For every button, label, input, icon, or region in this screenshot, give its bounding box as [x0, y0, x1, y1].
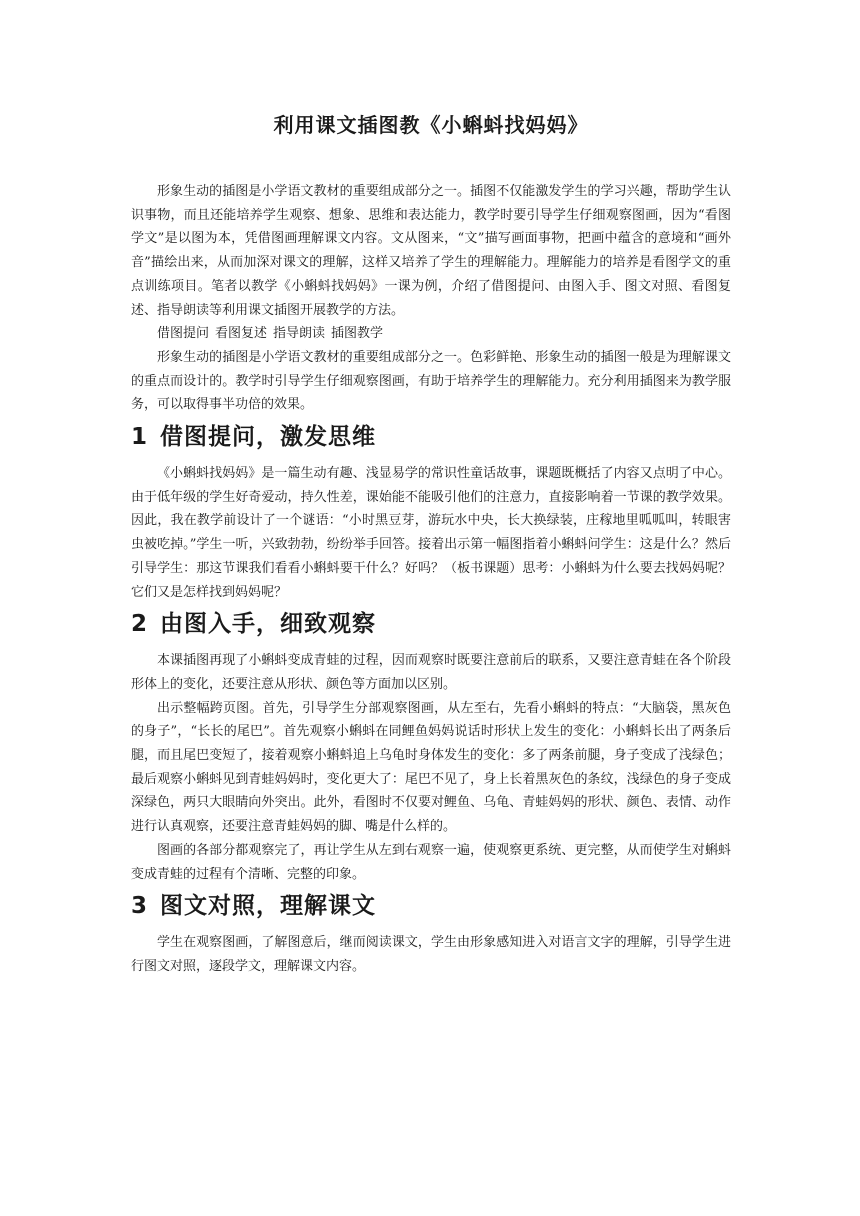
section-number: 2	[131, 611, 149, 638]
body-paragraph: 学生在观察图画，了解图意后，继而阅读课文，学生由形象感知进入对语言文字的理解，引导学生进行图文对照，逐段学文，理解课文内容。	[131, 935, 731, 974]
section-title: 图文对照，理解课文	[160, 893, 377, 920]
section-title: 借图提问，激发思维	[160, 424, 377, 451]
section-title: 由图入手，细致观察	[160, 611, 377, 638]
keyword: 看图复述	[215, 326, 268, 342]
document-body	[131, 110, 731, 979]
body-paragraph: 图画的各部分都观察完了，再让学生从左到右观察一遍，使观察更系统、更完整，从而使学生对蝌蚪变成青蛙的过程有个清晰、完整的印象。	[131, 842, 731, 882]
section-heading-2	[131, 608, 731, 640]
keyword: 借图提问	[157, 326, 210, 342]
keyword: 指导朗读	[273, 326, 326, 342]
section-number: 1	[131, 424, 149, 451]
section-heading-1	[131, 421, 731, 453]
section-heading-3	[131, 890, 731, 922]
abstract-paragraph: 形象生动的插图是小学语文教材的重要组成部分之一。插图不仅能激发学生的学习兴趣，帮助学生认识事物，而且还能培养学生观察、想象、思维和表达能力，教学时要引导学生仔细观察图画，因为“看图学文”是以图为本，凭借图画理解课文内容。文从图来，“文”描写画面事物，把画中蕴含的意境和“画外音”描绘出来，从而加深对课文的理解，这样又培养了学生的理解能力。理解能力的培养是看图学文的重点训练项目。笔者以教学《小蝌蚪找妈妈》一课为例，介绍了借图提问、由图入手、图文对照、看图复述、指导朗读等利用课文插图开展教学的方法。	[131, 184, 731, 318]
body-paragraph: 出示整幅跨页图。首先，引导学生分部观察图画，从左至右，先看小蝌蚪的特点：“大脑袋，黑灰色的身子”，“长长的尾巴”。首先观察小蝌蚪在同鲤鱼妈妈说话时形状上发生的变化：小蝌蚪长出了两条后腿，而且尾巴变短了，接着观察小蝌蚪追上乌龟时身体发生的变化：多了两条前腿，身子变成了浅绿色；最后观察小蝌蚪见到青蛙妈妈时，变化更大了：尾巴不见了，身上长着黑灰色的条纹，浅绿色的身子变成深绿色，两只大眼睛向外突出。此外，看图时不仅要对鲤鱼、乌龟、青蛙妈妈的形状、颜色、表情、动作进行认真观察，还要注意青蛙妈妈的脚、嘴是什么样的。	[131, 700, 731, 835]
keywords-line	[131, 322, 731, 346]
document-title: 利用课文插图教《小蝌蚪找妈妈》	[273, 113, 589, 137]
body-paragraph: 《小蝌蚪找妈妈》是一篇生动有趣、浅显易学的常识性童话故事，课题既概括了内容又点明了中心。由于低年级的学生好奇爱动，持久性差，课始能不能吸引他们的注意力，直接影响着一节课的教学效果。因此，我在教学前设计了一个谜语：“小时黑豆芽，游玩水中央，长大换绿装，庄稼地里呱呱叫，转眼害虫被吃掉。”学生一听，兴致勃勃，纷纷举手回答。接着出示第一幅图指着小蝌蚪问学生：这是什么？然后引导学生：那这节课我们看看小蝌蚪要干什么？好吗？（板书课题）思考：小蝌蚪为什么要去找妈妈呢？它们又是怎样找到妈妈呢？	[131, 466, 731, 600]
section-number: 3	[131, 893, 149, 920]
body-paragraph: 本课插图再现了小蝌蚪变成青蛙的过程，因而观察时既要注意前后的联系，又要注意青蛙在各个阶段形体上的变化，还要注意从形状、颜色等方面加以区别。	[131, 653, 731, 692]
keyword: 插图教学	[331, 326, 384, 342]
intro-paragraph: 形象生动的插图是小学语文教材的重要组成部分之一。色彩鲜艳、形象生动的插图一般是为理解课文的重点而设计的。教学时引导学生仔细观察图画，有助于培养学生的理解能力。充分利用插图来为教学服务，可以取得事半功倍的效果。	[131, 349, 731, 413]
